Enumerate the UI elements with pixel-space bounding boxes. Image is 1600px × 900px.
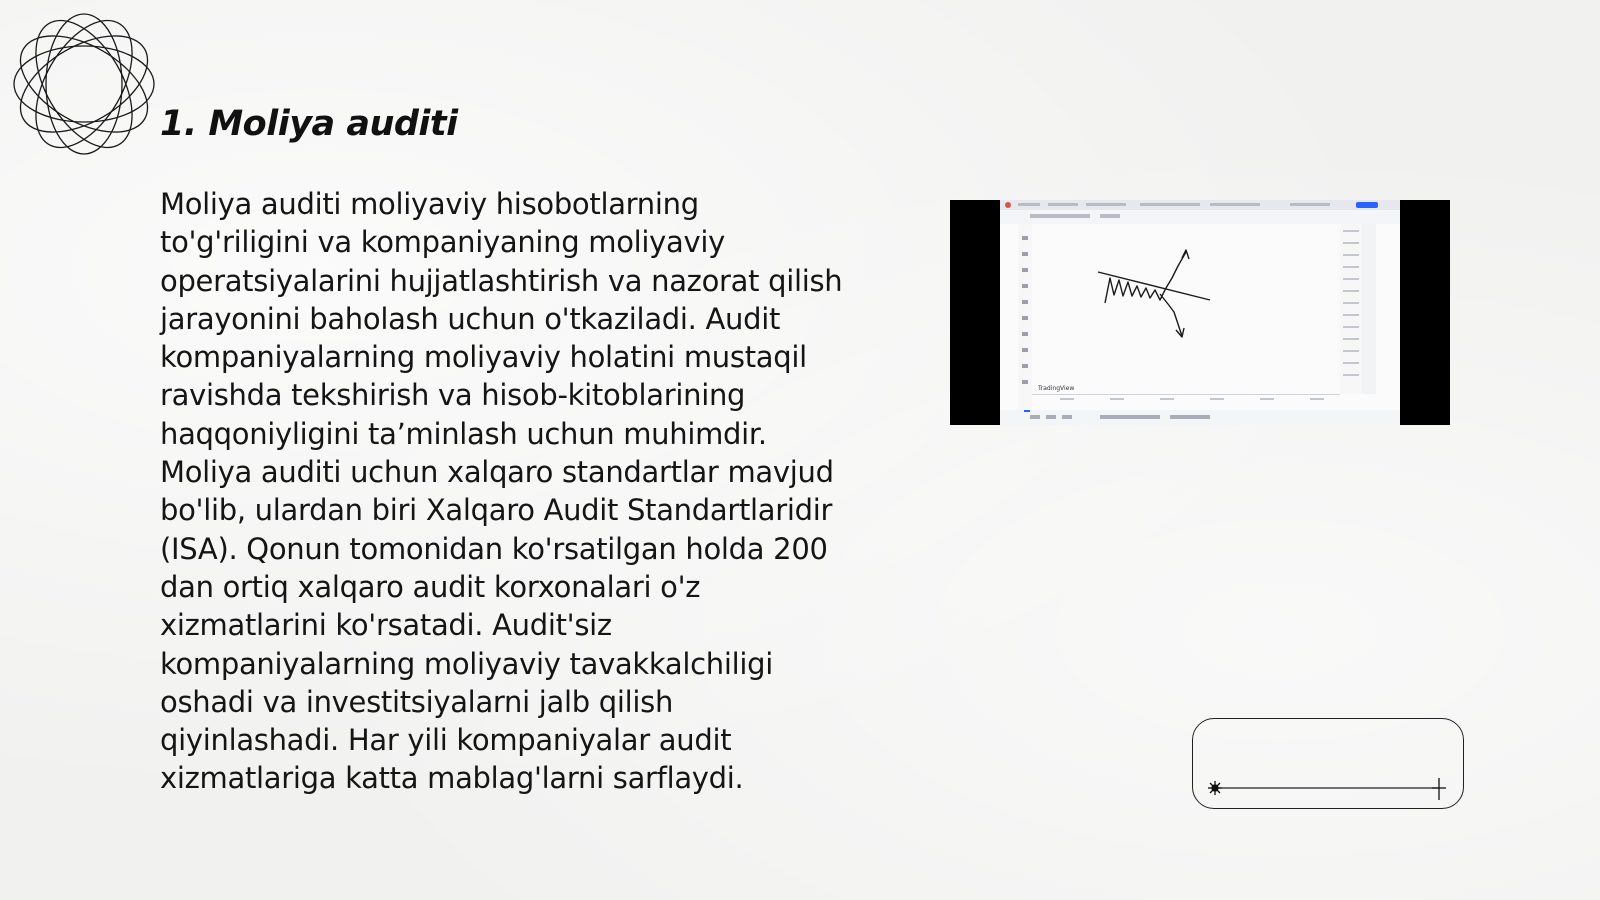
sun-burst-icon <box>1208 781 1222 795</box>
orbit-rings-icon <box>10 10 158 158</box>
cross-star-icon <box>1432 778 1446 800</box>
video-screenshot <box>1000 200 1400 425</box>
embedded-video[interactable] <box>950 200 1450 425</box>
slide-title: 1. Moliya auditi <box>160 104 458 144</box>
timeline-decoration <box>1192 718 1464 809</box>
zigzag-chart-icon <box>1000 200 1400 425</box>
screen-brand-label: TradingView <box>1038 385 1075 392</box>
slide-paragraph: Moliya auditi moliyaviy hisobotlarning to'g'riligini va kompaniyaning moliyaviy operatsiyalarini hujjatlashtirish va nazorat qilish jarayonini baholash uchun o'tkaziladi. Audit kompaniyalarning moliyaviy holatini mustaqil ravishda tekshirish va hisob-kitoblarining haqqoniyligini ta’minlash uchun muhimdir. Moliya auditi uchun xalqaro standartlar mavjud bo'lib, ulardan biri Xalqaro Audit Standartlaridir (ISA). Qonun tomonidan ko'rsatilgan holda 200 dan ortiq xalqaro audit korxonalari o'z xizmatlarini ko'rsatadi. Audit'siz kompaniyalarning moliyaviy tavakkalchiligi oshadi va investitsiyalarni jalb qilish qiyinlashadi. Har yili kompaniyalar audit xizmatlariga katta mablag'larni sarflaydi. <box>160 187 843 796</box>
